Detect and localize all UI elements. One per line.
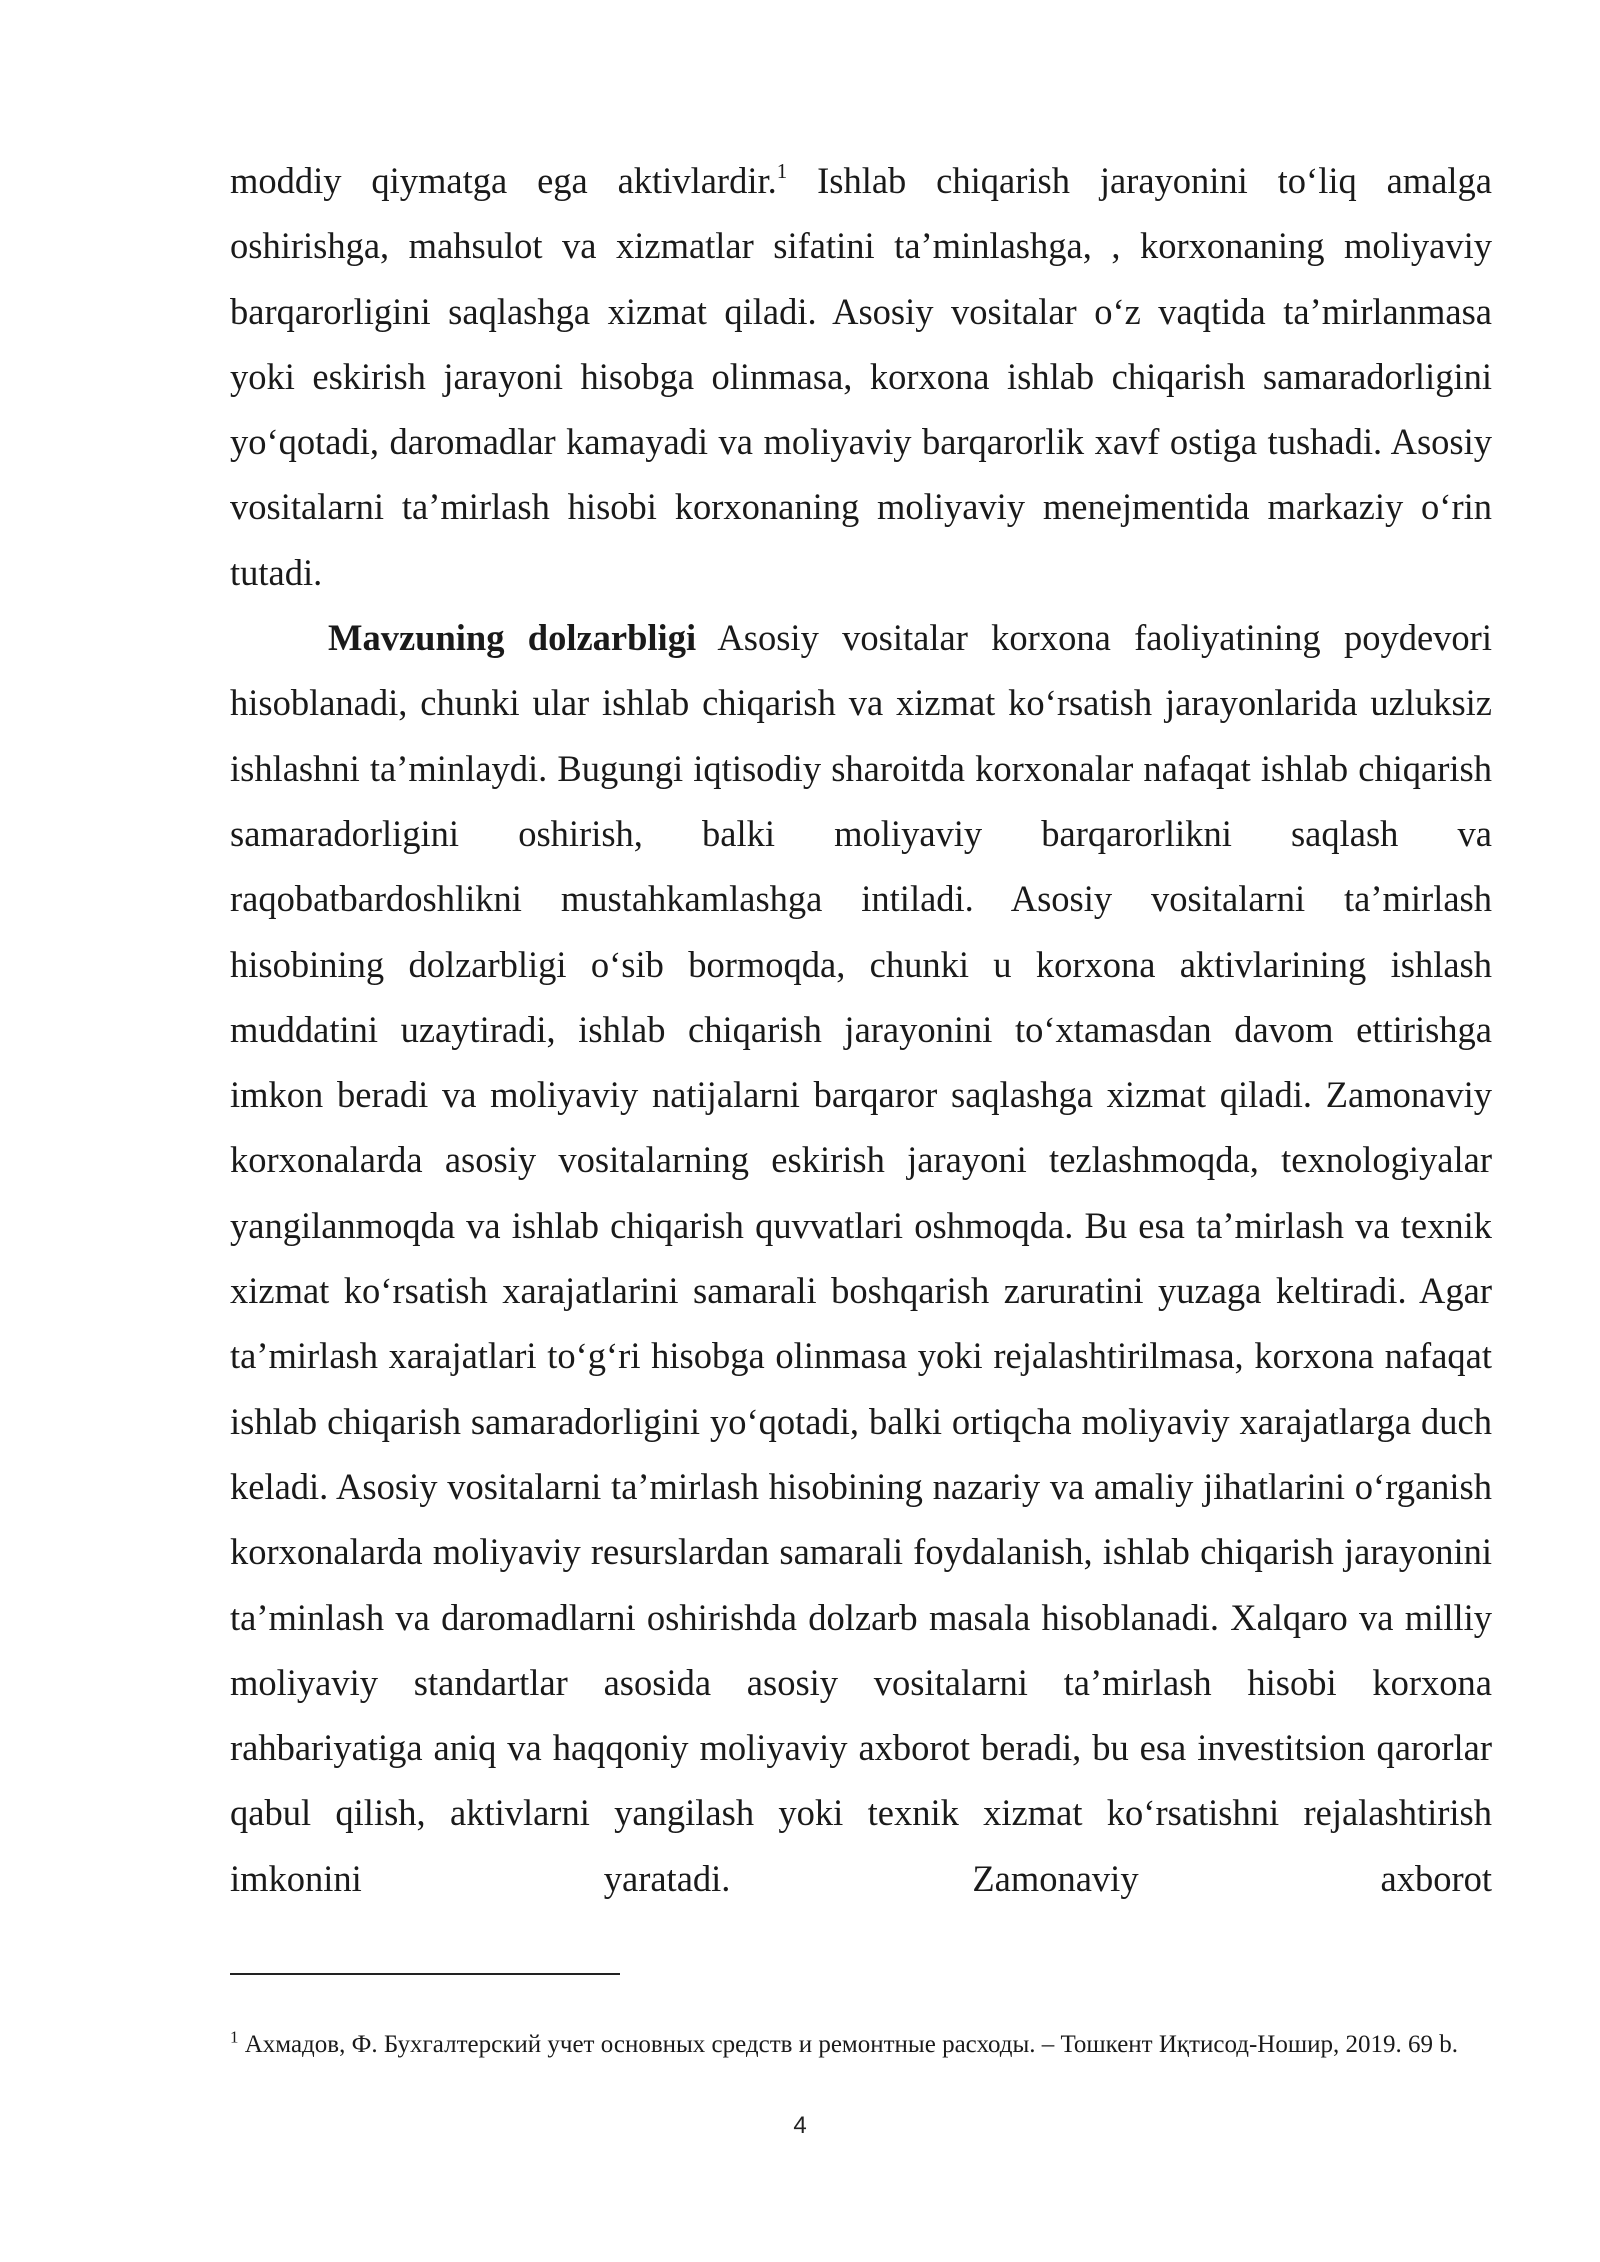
paragraph-2 [230,605,1492,1911]
footnote-mark: 1 [230,2027,239,2047]
footnote-text: Ахмадов, Ф. Бухгалтерский учет основных средств и ремонтные расходы. – Тошкент Иқтисод-Ношир, 2019. 69 b. [238,2031,1458,2058]
footnote-reference[interactable]: 1 [776,158,788,183]
footnote [230,2022,1492,2067]
footnote-separator [230,1973,620,1975]
main-text [230,148,1492,1911]
section-heading: Mavzuning dolzarbligi [328,617,697,659]
paragraph-1-text-after-ref: Ishlab chiqarish jarayonini to‘liq amalga oshirishga, mahsulot va xizmatlar sifatini ta’minlashga, , korxonaning moliyaviy barqarorligini saqlashga xizmat qiladi. Asosiy vositalar o‘z vaqtida ta’mirlanmasa yoki eskirish jarayoni hisobga olinmasa, korxona ishlab chiqarish samaradorligini yo‘qotadi, daromadlar kamayadi va moliyaviy barqarorlik xavf ostiga tushadi. Asosiy vositalarni ta’mirlash hisobi korxonaning moliyaviy menejmentida markaziy o‘rin tutadi. [230,160,1492,593]
paragraph-1-text-before-ref: moddiy qiymatga ega aktivlardir. [230,160,777,201]
page-number: 4 [793,2112,807,2139]
paragraph-1 [230,148,1492,605]
paragraph-2-text: Asosiy vositalar korxona faoliyatining poydevori hisoblanadi, chunki ular ishlab chiqarish va xizmat ko‘rsatish jarayonlarida uzluksiz ishlashni ta’minlaydi. Bugungi iqtisodiy sharoitda korxonalar nafaqat ishlab chiqarish samaradorligini oshirish, balki moliyaviy barqarorlikni saqlash va raqobatbardoshlikni mustahkamlashga intiladi. Asosiy vositalarni ta’mirlash hisobining dolzarbligi o‘sib bormoqda, chunki u korxona aktivlarining ishlash muddatini uzaytiradi, ishlab chiqarish jarayonini to‘xtamasdan davom ettirishga imkon beradi va moliyaviy natijalarni barqaror saqlashga xizmat qiladi. Zamonaviy korxonalarda asosiy vositalarning eskirish jarayoni tezlashmoqda, texnologiyalar yangilanmoqda va ishlab chiqarish quvvatlari oshmoqda. Bu esa ta’mirlash va texnik xizmat ko‘rsatish xarajatlarini samarali boshqarish zaruratini yuzaga keltiradi. Agar ta’mirlash xarajatlari to‘g‘ri hisobga olinmasa yoki rejalashtirilmasa, korxona nafaqat ishlab chiqarish samaradorligini yo‘qotadi, balki ortiqcha moliyaviy xarajatlarga duch keladi. Asosiy vositalarni ta’mirlash hisobining nazariy va amaliy jihatlarini o‘rganish korxonalarda moliyaviy resurslardan samarali foydalanish, ishlab chiqarish jarayonini ta’minlash va daromadlarni oshirishda dolzarb masala hisoblanadi. Xalqaro va milliy moliyaviy standartlar asosida asosiy vositalarni ta’mirlash hisobi korxona rahbariyatiga aniq va haqqoniy moliyaviy axborot beradi, bu esa investitsion qarorlar qabul qilish, aktivlarni yangilash yoki texnik xizmat ko‘rsatishni rejalashtirish imkonini yaratadi. Zamonaviy axborot [230,617,1492,1899]
